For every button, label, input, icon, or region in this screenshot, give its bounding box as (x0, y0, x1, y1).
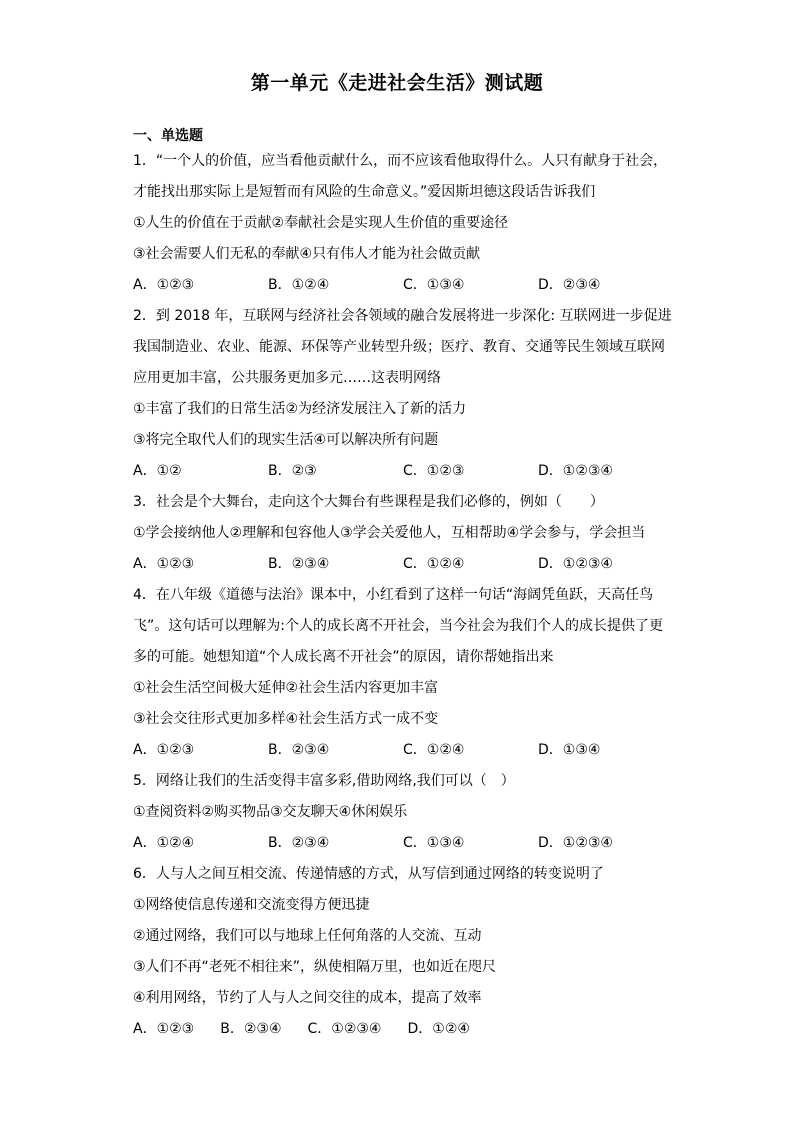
question-stem-line: 应用更加丰富，公共服务更加多元……这表明网络 (133, 370, 441, 386)
question-item: ④利用网络，节约了人与人之间交往的成本，提高了效率 (133, 990, 482, 1006)
question-item: ③社会需要人们无私的奉献④只有伟人才能为社会做贡献 (133, 246, 481, 262)
question-item: ①网络使信息传递和交流变得方便迅捷 (133, 897, 370, 913)
question-stem-line: 1．“一个人的价值，应当看他贡献什么，而不应该看他取得什么。人只有献身于社会， (133, 153, 668, 169)
option-a: A．①②④ (133, 835, 195, 851)
question-4 (133, 580, 673, 766)
answer-options (133, 456, 673, 487)
option-a: A．①②③ (133, 277, 195, 293)
question-item: ③将完全取代人们的现实生活④可以解决所有问题 (133, 432, 439, 448)
answer-options (133, 270, 673, 301)
option-b: B．①②④ (268, 277, 330, 293)
page-title: 第一单元《走进社会生活》测试题 (250, 72, 544, 94)
option-a: A．①②③ (133, 556, 195, 572)
question-item: ③社会交往形式更加多样④社会生活方式一成不变 (133, 711, 439, 727)
option-a: A．①②③ (133, 742, 195, 758)
option-d: D．①②③④ (538, 835, 613, 851)
question-item: ②通过网络，我们可以与地球上任何角落的人交流、互动 (133, 928, 482, 944)
question-stem-line: 多的可能。她想知道“个人成长离不开社会”的原因，请你帮她指出来 (133, 649, 554, 665)
option-a: A．①② (133, 463, 182, 479)
question-stem-line: 我国制造业、农业、能源、环保等产业转型升级；医疗、教育、交通等民生领域互联网 (133, 339, 665, 355)
question-stem-line: 3．社会是个大舞台，走向这个大舞台有些课程是我们必修的，例如（ ） (133, 494, 604, 510)
question-stem-line: 4．在八年级《道德与法治》课本中，小红看到了这样一句话“海阔凭鱼跃，天高任鸟 (133, 587, 654, 603)
option-b: B．②③④ (268, 556, 330, 572)
option-d: D．①②③④ (538, 556, 613, 572)
question-stem-line: 2．到 2018 年，互联网与经济社会各领域的融合发展将进一步深化: 互联网进一步促进 (133, 308, 672, 324)
question-item: ③人们不再“老死不相往来”，纵使相隔万里，也如近在咫尺 (133, 959, 497, 975)
option-c: C．①②④ (403, 742, 465, 758)
question-stem-line: 飞”。这句话可以理解为:个人的成长离不开社会，当今社会为我们个人的成长提供了更 (133, 618, 663, 634)
question-item: ①人生的价值在于贡献②奉献社会是实现人生价值的重要途径 (133, 215, 509, 231)
option-c: C．①②③ (403, 463, 465, 479)
question-item: ①社会生活空间极大延伸②社会生活内容更加丰富 (133, 680, 439, 696)
option-b: B．②③④ (268, 742, 330, 758)
option-c: C．①③④ (403, 277, 465, 293)
question-2 (133, 301, 673, 487)
option-d: D．①③④ (538, 742, 601, 758)
answer-options (133, 828, 673, 859)
option-d: D．①②③④ (538, 463, 613, 479)
option-d: D．②③④ (538, 277, 601, 293)
option-b: B．②③ (268, 463, 317, 479)
answer-options (133, 549, 673, 580)
question-item: ①丰富了我们的日常生活②为经济发展注入了新的活力 (133, 401, 467, 417)
option-d: D．①②④ (407, 1021, 470, 1037)
question-stem-line: 5．网络让我们的生活变得丰富多彩,借助网络,我们可以（ ） (133, 773, 515, 789)
question-list (133, 146, 673, 1045)
question-item: ①查阅资料②购买物品③交友聊天④休闲娱乐 (133, 804, 408, 820)
answer-options (133, 735, 673, 766)
question-3 (133, 487, 673, 580)
section-heading: 一、单选题 (133, 128, 203, 144)
option-b: B．②③④ (220, 1021, 282, 1037)
question-1 (133, 146, 673, 301)
question-item: ①学会接纳他人②理解和包容他人③学会关爱他人，互相帮助④学会参与，学会担当 (133, 525, 646, 541)
question-stem-line: 才能找出那实际上是短暂而有风险的生命意义。”爱因斯坦德这段话告诉我们 (133, 184, 596, 200)
answer-options (133, 1014, 673, 1045)
option-b: B．②③④ (268, 835, 330, 851)
option-c: C．①③④ (403, 835, 465, 851)
question-6 (133, 859, 673, 1045)
question-5 (133, 766, 673, 859)
question-stem-line: 6．人与人之间互相交流、传递情感的方式，从写信到通过网络的转变说明了 (133, 866, 604, 882)
option-a: A．①②③ (133, 1021, 195, 1037)
option-c: C．①②④ (403, 556, 465, 572)
option-c: C．①②③④ (307, 1021, 382, 1037)
